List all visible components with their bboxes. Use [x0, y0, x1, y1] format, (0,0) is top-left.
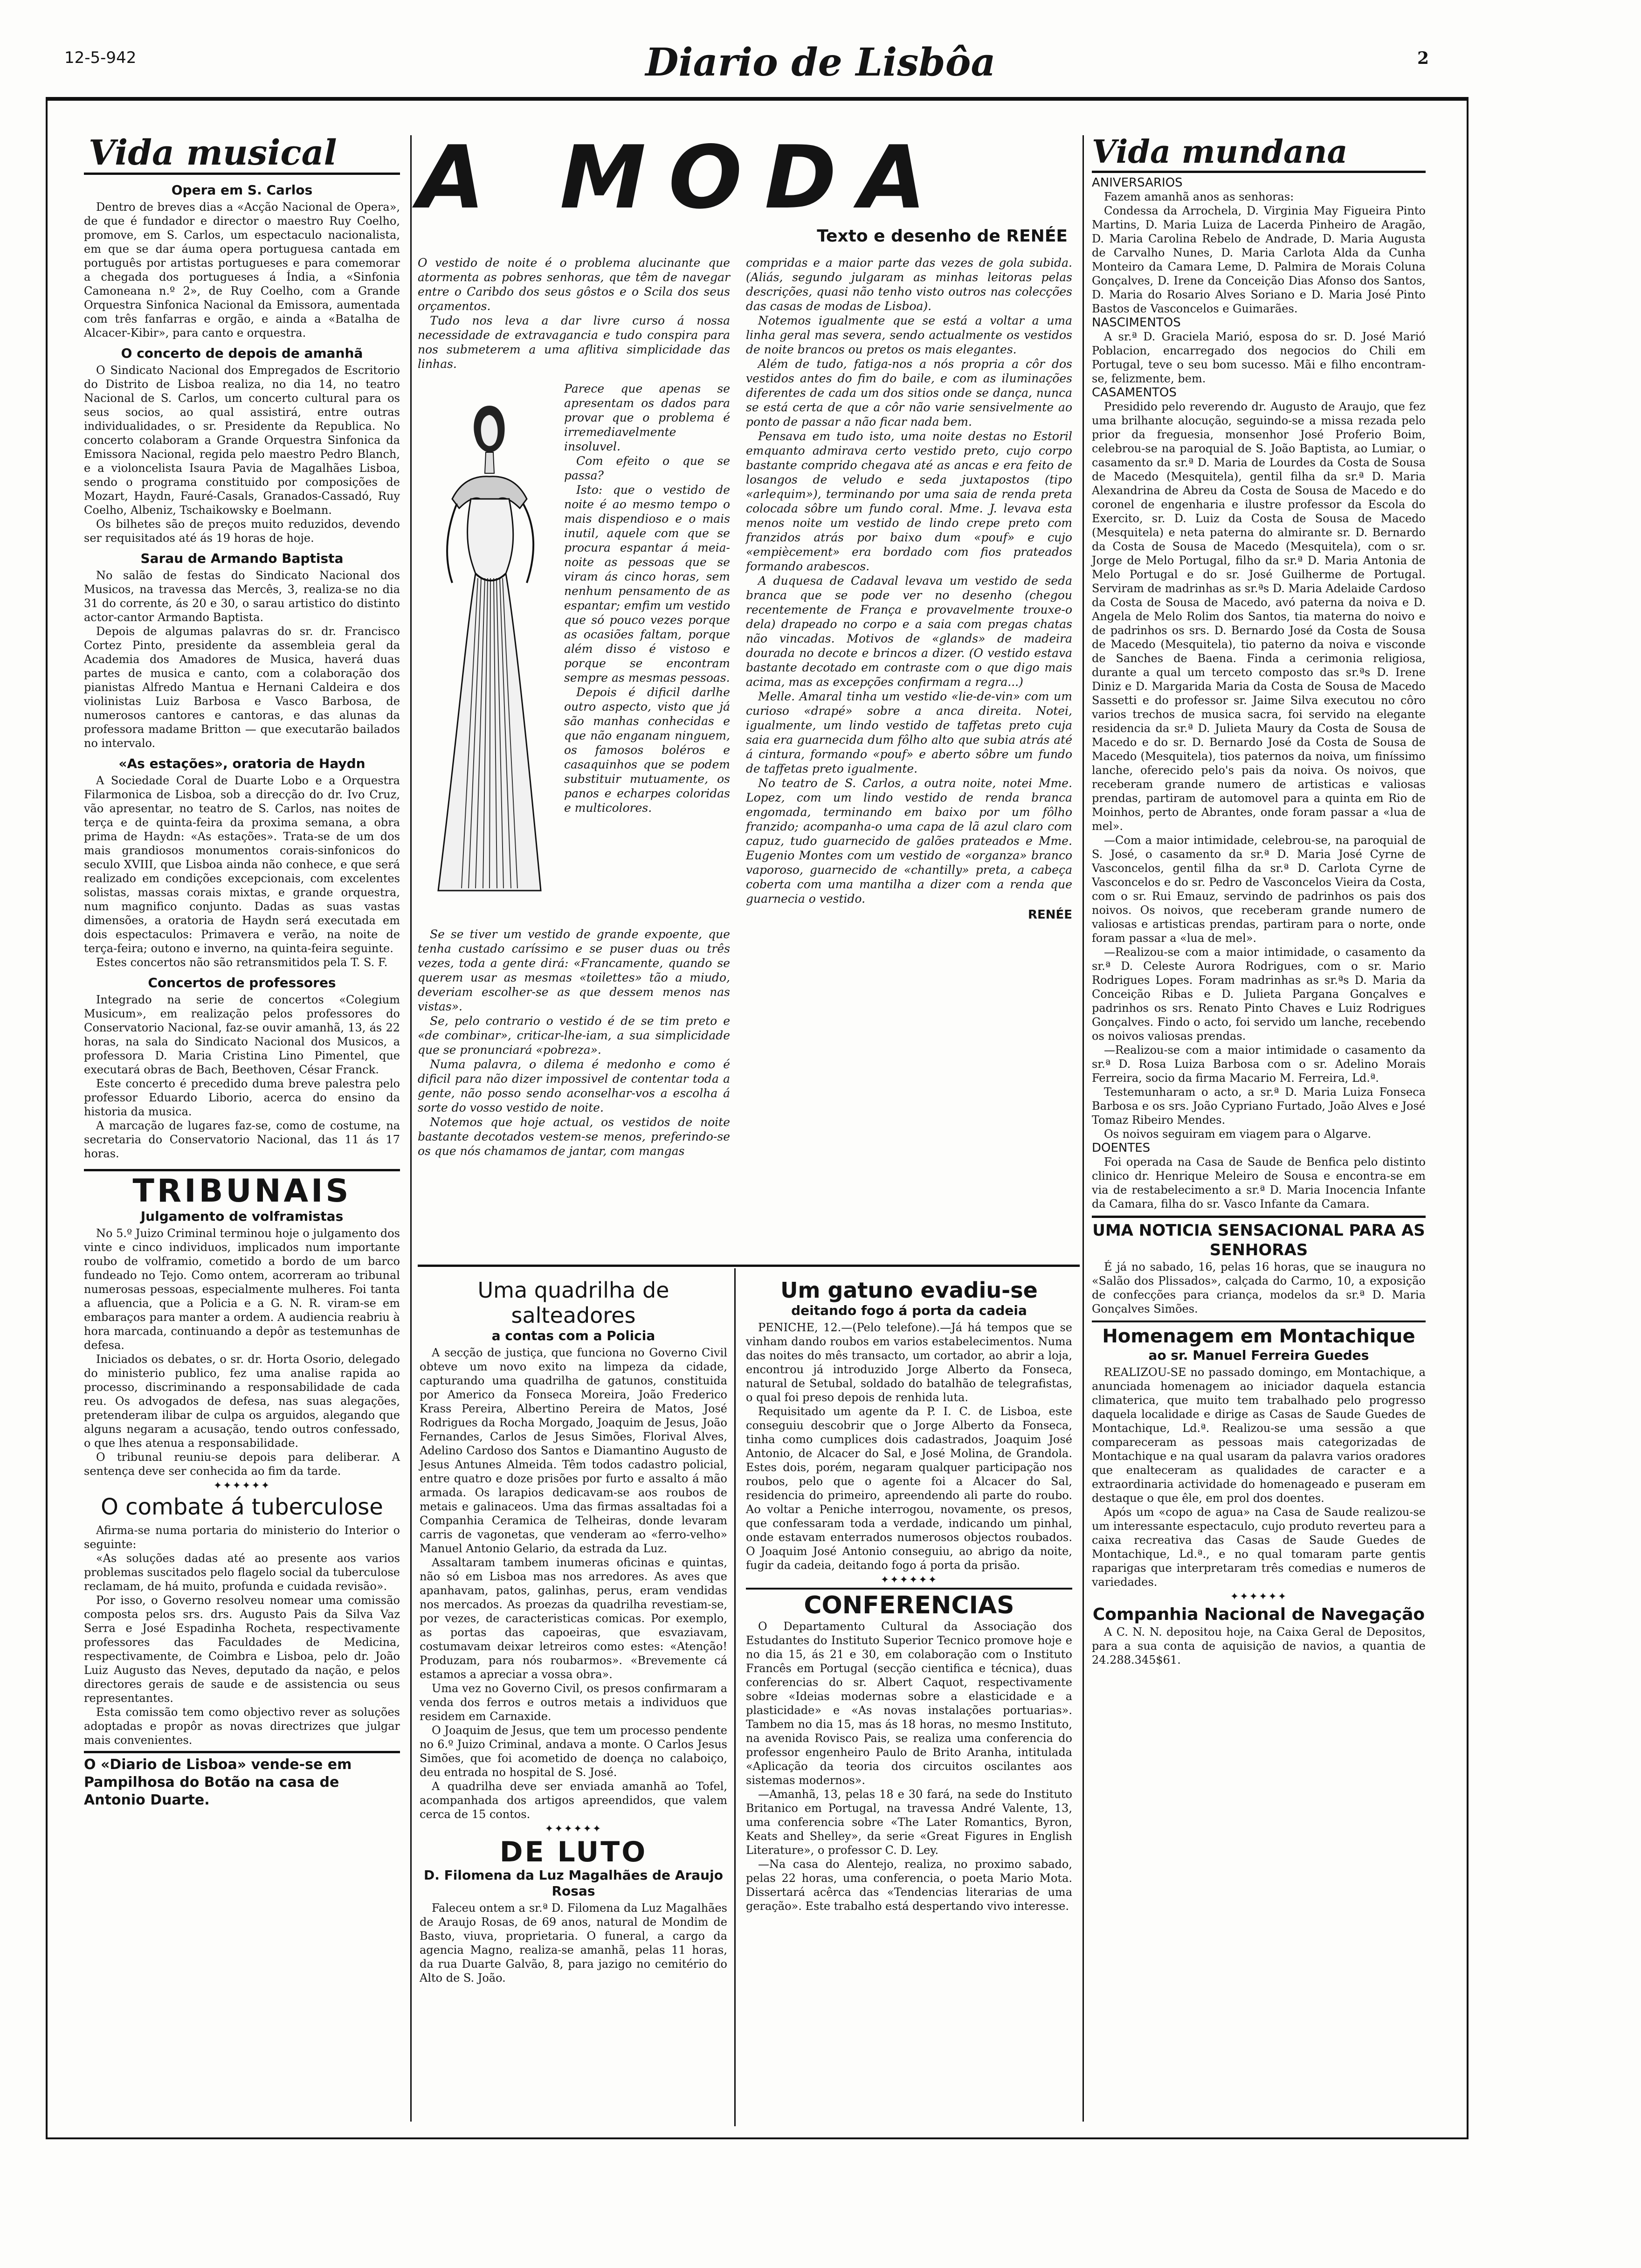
section-label: ANIVERSARIOS	[1092, 176, 1183, 190]
article-paragraph: Dentro de breves dias a «Acção Nacional de Opera», de que é fundador e director o maestro Ruy Coelho, promove, em S. Carlos, um espectaculo nacionalista, em que se dar áuma opera portuguesa cantada em português por artistas portugueses e para comemorar a chegada dos portugueses á Índia, a «Sinfonia Camoneana n.º 2», de Ruy Coelho, com a Grande Orquestra Sinfonica Nacional da Emissora, aumentada com três fanfarras e orgão, e ainda a «Batalha de Alcacer-Kibir», para canto e orquestra.	[84, 201, 400, 339]
moda-paragraph: Se, pelo contrario o vestido é de se tim preto e «de combinar», criticar-lhe-iam, a sua simplicidade que se pronunciará «pobreza».	[418, 1014, 730, 1057]
frame-bottom-rule	[46, 2137, 1469, 2139]
article-paragraph: Depois de algumas palavras do sr. dr. Francisco Cortez Pinto, presidente da assembleia geral da Academia dos Amadores de Musica, haverá duas partes de musica e canto, com a colaboração dos pianistas Alfredo Mantua e Hernani Caldeira e dos violinistas Luiz Barbosa e Vasco Barbosa, de numerosos cantores e cantoras, e das alunas da professora madame Britton — que executarão bailados no intervalo.	[84, 625, 400, 750]
companhia-title: Companhia Nacional de Navegação	[1092, 1605, 1425, 1624]
article-paragraph: O Joaquim de Jesus, que tem um processo pendente no 6.º Juizo Criminal, andava a monte. O Carlos Jesus Simões, que foi acometido de doença no calaboiço, deu entrada no hospital de S. José.	[420, 1724, 727, 1779]
article-paragraph: Fazem amanhã anos as senhoras:	[1104, 190, 1294, 203]
column-rule-3	[1083, 135, 1084, 2122]
moda-paragraph: Além de tudo, fatiga-nos a nós propria a côr dos vestidos antes do fim do baile, e com as iluminações diferentes de cada um dos sitios onde se dança, nunca se está certa de que a côr não varie sensivelmente ao ponto de passar a não ficar nada bem.	[746, 357, 1072, 429]
moda-title: A MODA	[418, 127, 949, 228]
moda-paragraph: No teatro de S. Carlos, a outra noite, notei Mme. Lopez, com um lindo vestido de renda branca engomada, terminando em baixo por um fôlho franzido; acompanha-o uma capa de lã azul claro com capuz, tudo guarnecido de galões prateados e Mme. Eugenio Montes com um vestido de «organza» branco vaporoso, guarnecido de «chantilly» preta, a cabeça coberta com uma mantilha a dizer com a renda que guarnecia o vestido.	[746, 776, 1072, 906]
diario-notice: O «Diario de Lisboa» vende-se em Pampilhosa do Botão na casa de Antonio Duarte.	[84, 1751, 400, 1809]
article-paragraph: Requisitado um agente da P. I. C. de Lisboa, este conseguiu descobrir que o Jorge Alberto da Fonseca, tinha como cumplices dois cadastrados, Joaquim José Antonio, de Alcacer do Sal, e José Molina, de Grandola. Estes dois, porém, negaram qualquer participação nos roubos, pelo que o agente foi a Alcacer do Sal, residencia do primeiro, apreendendo ali parte do roubo. Ao voltar a Peniche interrogou, novamente, os presos, que confessaram toda a verdade, indicando um pinhal, onde estavam enterrados numerosos objectos roubados. O Joaquim José Antonio conseguiu, ao abrigo da noite, fugir da cadeia, deitando fogo á porta da prisão.	[746, 1405, 1072, 1572]
article-paragraph: O Sindicato Nacional dos Empregados de Escritorio do Distrito de Lisboa realiza, no dia 14, no teatro Nacional de S. Carlos, um concerto cultural para os seus socios, ao qual assistirá, entre outras individualidades, o sr. Presidente da Republica. No concerto colaboram a Grande Orquestra Sinfonica da Emissora Nacional, regida pelo maestro Pedro Blanch, e a violoncelista Isaura Pavia de Magalhães Lisboa, sendo o programa constituido por composições de Mozart, Haydn, Fauré-Casals, Granados-Cassadó, Ruy Coelho, Albeniz, Tschaikowsky e Boelmann.	[84, 364, 400, 517]
moda-paragraph: Parece que apenas se apresentam os dados para provar que o problema é irremediavelmente insoluvel.	[564, 382, 730, 453]
moda-right-column	[746, 256, 1072, 922]
article-paragraph: PENICHE, 12.—(Pelo telefone).—Já há tempos que se vinham dando roubos em varios estabelecimentos. Numa das noites do mês transacto, um cortador, ao abrir a loja, encontrou já introduzido Jorge Alberto da Fonseca, natural de Setubal, soldado do batalhão de telegrafistas, o qual foi preso depois de renhida luta.	[746, 1321, 1072, 1404]
luto-title: DE LUTO	[499, 1836, 648, 1868]
vida-musical-title: Vida musical	[84, 133, 400, 175]
masthead-date: 12-5-942	[64, 48, 137, 67]
noticia-title: UMA NOTICIA SENSACIONAL PARA AS SENHORAS	[1092, 1216, 1426, 1260]
moda-paragraph: Com efeito o que se passa?	[564, 454, 730, 482]
article-paragraph: Integrado na serie de concertos «Colegium Musicum», em realização pelos professores do Conservatorio Nacional, faz-se ouvir amanhã, 13, ás 22 horas, na sala do Sindicato Nacional dos Musicos, a professora D. Maria Cristina Lino Pimentel, que executará obras de Bach, Beethoven, César Franck.	[84, 993, 400, 1076]
masthead-title: Diario de Lisbôa	[645, 40, 996, 85]
article-paragraph: A C. N. N. depositou hoje, na Caixa Geral de Depositos, para a sua conta de aquisição de navios, a quantia de 24.288.345$61.	[1092, 1625, 1426, 1666]
divider-ornament: ✦✦✦✦✦✦	[545, 1823, 602, 1835]
moda-paragraph: Melle. Amaral tinha um vestido «lie-de-vin» com um curioso «drapé» sobre a anca direita. Notei, igualmente, um lindo vestido de taffetas preto cuja saia era guarnecida dum fôlho alto que subia atrás até á cintura, formando «pouf» e aberto sôbre um fundo de taffetas preto igualmente.	[746, 690, 1072, 775]
article-paragraph: No salão de festas do Sindicato Nacional dos Musicos, na travessa das Mercês, 3, realiza-se no dia 31 do corrente, ás 20 e 30, o sarau artistico do distinto actor-cantor Armando Baptista.	[84, 569, 400, 624]
column-salteadores	[420, 1278, 727, 1985]
article-paragraph: A quadrilha deve ser enviada amanhã ao Tofel, acompanhada dos artigos apreendidos, que valem cerca de 15 contos.	[420, 1780, 727, 1821]
article-paragraph: —Na casa do Alentejo, realiza, no proximo sabado, pelas 22 horas, uma conferencia, o poeta Mario Mota. Dissertará acêrca das «Tendencias literarias de uma geração». Este trabalho está despertando vivo interesse.	[746, 1858, 1072, 1913]
moda-paragraph: Depois é dificil darlhe outro aspecto, visto que já são manhas conhecidas e que não enganam ninguem, os famosos boléros e casaquinhos que se podem substituir mutuamente, os panos e echarpes coloridas e multicolores.	[564, 685, 730, 815]
moda-paragraph: Notemos que hoje actual, os vestidos de noite bastante decotados vestem-se menos, preferindo-se os que nós chamamos de jantar, com mangas	[418, 1115, 730, 1158]
article-paragraph: A secção de justiça, que funciona no Governo Civil obteve um novo exito na limpeza da cidade, capturando uma quadrilha de gatunos, constituida por Americo da Fonseca Moreira, João Frederico Krass Pereira, Albertino Pereira de Matos, José Rodrigues da Rocha Morgado, Joaquim de Jesus, João Fernandes, Carlos de Jesus Simões, Florival Alves, Adelino Cardoso dos Santos e Diamantino Augusto de Jesus Antunes Almeida. Têm todos cadastro policial, entre quatro e doze prisões por furto e assalto á mão armada. Os larapios dedicavam-se aos roubos de metais e galinaceos. Uma das firmas assaltadas foi a Companhia Ceramica de Telheiras, donde levaram carris de vagonetas, que venderam ao «ferro-velho» Manuel Antonio Gelario, da estrada da Luz.	[420, 1346, 727, 1555]
article-paragraph: Faleceu ontem a sr.ª D. Filomena da Luz Magalhães de Araujo Rosas, de 69 anos, natural de Mondim de Basto, viuva, proprietaria. O funeral, a cargo da agencia Magno, realiza-se amanhã, pelas 11 horas, da rua Duarte Galvão, 8, para jazigo no cemitério do Alto de S. João.	[420, 1902, 727, 1984]
article-paragraph: No 5.º Juizo Criminal terminou hoje o julgamento dos vinte e cinco individuos, implicados num importante roubo de volframio, cometido a bordo de um barco fundeado no Tejo. Como ontem, acorreram ao tribunal numerosas pessoas, especialmente mulheres. Foi tanta a afluencia, que a Policia e a G. N. R. viram-se em embaraços para manter a ordem. A audiencia reabriu à hora marcada, continuando a depôr as testemunhas de defesa.	[84, 1227, 400, 1352]
moda-byline: Texto e desenho de RENÉE	[817, 227, 1068, 246]
section-label: NASCIMENTOS	[1092, 316, 1181, 330]
moda-left-lower	[418, 927, 730, 1158]
section-label: DOENTES	[1092, 1141, 1151, 1155]
article-paragraph: Iniciados os debates, o sr. dr. Horta Osorio, delegado do ministerio publico, fez uma analise rapida ao processo, discriminando a responsabilidade de cada reu. Os advogados de defesa, nas suas alegações, pretenderam ilibar de culpa os arguidos, alegando que alguns negaram a acusação, tendo outros confessado, o que lhes atenua a responsabilidade.	[84, 1353, 400, 1450]
article-paragraph: Testemunharam o acto, a sr.ª D. Maria Luiza Fonseca Barbosa e os srs. João Cypriano Furtado, João Alves e José Tomaz Ribeiro Mendes.	[1092, 1086, 1426, 1127]
column-vida-mundana	[1092, 133, 1426, 1667]
moda-left-narrow	[564, 381, 730, 815]
article-paragraph: «As soluções dadas até ao presente aos varios problemas suscitados pelo flagelo social da tuberculose reclamam, de há muito, profunda e cuidada revisão».	[84, 1552, 400, 1593]
moda-bottom-rule	[418, 1265, 1080, 1267]
section-heading: Julgamento de volframistas	[140, 1209, 344, 1224]
article-paragraph: A marcação de lugares faz-se, como de costume, na secretaria do Conservatorio Nacional, das 11 ás 17 horas.	[84, 1119, 400, 1160]
article-paragraph: É já no sabado, 16, pelas 16 horas, que se inaugura no «Salão dos Plissados», calçada do Carmo, 10, a exposição de confecções para criança, modelos da sr.ª D. Maria Gonçalves Simões.	[1092, 1260, 1426, 1315]
luto-subtitle: D. Filomena da Luz Magalhães de Araujo Rosas	[424, 1867, 723, 1899]
moda-signature: RENÉE	[1027, 908, 1072, 922]
moda-paragraph: A duquesa de Cadaval levava um vestido de seda branca que se pode ver no desenho (chegou recentemente de França e provavelmente trouxe-o dela) drapeado no corpo e a saia com pregas chatas não vincadas. Motivos de «glands» de madeira dourada no decote e brincos a dizer. (O vestido estava bastante decotado em contraste com o que digo mais acima, mas as excepções confirmam a regra...)	[746, 574, 1072, 689]
article-paragraph: A sr.ª D. Graciela Marió, esposa do sr. D. José Marió Poblacion, encarregado dos negocios do Chili em Portugal, teve o seu bom sucesso. Mãi e filho encontram-se, felizmente, bem.	[1092, 330, 1426, 385]
article-paragraph: A Sociedade Coral de Duarte Lobo e a Orquestra Filarmonica de Lisboa, sob a direcção do dr. Ivo Cruz, vão apresentar, no teatro de S. Carlos, nas noites de terça e de quinta-feira da proxima semana, a obra prima de Haydn: «As estações». Trata-se de um dos mais grandiosos monumentos corais-sinfonicos do seculo XVIII, que Lisboa ainda não conhece, e que será realizado em condições excepcionais, com excelentes solistas, massas corais mixtas, e grande orquestra, num magnifico conjunto. Dadas as suas vastas dimensões, a oratoria de Haydn será executada em dois espectaculos: Primavera e verão, na noite de terça-feira; outono e inverno, na quinta-feira seguinte.	[84, 774, 400, 955]
moda-paragraph: O vestido de noite é o problema alucinante que atormenta as pobres senhoras, que têm de navegar entre o Caribdo dos seus gôstos e o Scila dos seus orçamentos.	[418, 256, 730, 313]
article-paragraph: —Realizou-se com a maior intimidade o casamento da sr.ª D. Rosa Luiza Barbosa com o sr. Adelino Morais Ferreira, socio da firma Macario M. Ferreira, Ld.ª.	[1092, 1044, 1426, 1085]
article-paragraph: Os noivos seguiram em viagem para o Algarve.	[1104, 1127, 1372, 1141]
section-label: CASAMENTOS	[1092, 386, 1177, 400]
tribunais-title: TRIBUNAIS	[84, 1169, 400, 1209]
article-paragraph: O tribunal reuniu-se depois para deliberar. A sentença deve ser conhecida ao fim da tarde.	[84, 1451, 400, 1478]
fashion-illustration	[420, 387, 559, 909]
section-heading: Opera em S. Carlos	[171, 182, 313, 198]
article-paragraph: Esta comissão tem como objectivo rever as soluções adoptadas e propôr as novas directrizes que julgar mais convenientes.	[84, 1706, 400, 1747]
column-rule-1	[410, 135, 412, 2122]
article-paragraph: Presidido pelo reverendo dr. Augusto de Araujo, que fez uma brilhante alocução, seguindo-se a missa rezada pelo prior da freguesia, monsenhor José Proferio Boim, celebrou-se na paroquial de S. João Baptista, ao Lumiar, o casamento da sr.ª D. Maria de Lourdes da Costa de Sousa de Macedo (Mesquitela), gentil filha da sr.ª D. Maria Alexandrina de Abreu da Costa de Sousa de Macedo e do coronel de engenharia e ilustre professor da Escola do Exercito, sr. D. Luiz da Costa de Sousa de Macedo (Mesquitela) e neta paterna do almirante sr. D. Bernardo da Costa de Sousa de Macedo (Mesquitela), com o sr. Jorge de Melo Portugal, filho da sr.ª D. Maria Antonia de Melo Portugal e do sr. José Guilherme de Portugal. Serviram de madrinhas as sr.ªs D. Maria Adelaide Cardoso da Costa de Sousa de Macedo, avó paterna da noiva e D. Angela de Melo Rolim dos Santos, tia materna do noivo e de padrinhos os srs. D. Bernardo José da Costa de Sousa de Macedo (Mesquitela), tio paterno da noiva e visconde de Sanches de Baena. Finda a cerimonia religiosa, durante a qual um terceto composto das sr.ªs D. Irene Diniz e D. Margarida Maria da Costa de Sousa de Macedo Sassetti e do professor sr. Jaime Silva executou no côro varios trechos de musica sacra, foi servido na elegante residencia da sr.ª D. Julieta Maury da Costa de Sousa de Macedo e do sr. D. Bernardo José da Costa de Sousa de Macedo (Mesquitela), tios paternos da noiva, um finíssimo lanche, oferecido pelo's pais da noiva. Os noivos, que receberam grande numero de artisticas e valiosas prendas, partiram de automovel para a quinta em Rio de Moinhos, perto de Abrantes, onde foram passar a «lua de mel».	[1092, 400, 1426, 833]
conferencias-title: CONFERENCIAS	[746, 1588, 1072, 1619]
combate-title: O combate á tuberculose	[101, 1494, 383, 1520]
moda-paragraph: Tudo nos leva a dar livre curso á nossa necessidade de extravagancia e tudo conspira para nos submeterem a uma aflitiva simplicidade das linhas.	[418, 314, 730, 371]
article-paragraph: O Departamento Cultural da Associação dos Estudantes do Instituto Superior Tecnico promove hoje e no dia 15, ás 21 e 30, em colaboração com o Instituto Francês em Portugal (secção cientifica e técnica), duas conferencias do sr. Albert Caquot, respectivamente sobre «Ideias modernas sobre a elasticidade e a plasticidade» e «As novas instalações portuarias». Tambem no dia 15, mas ás 18 horas, no mesmo Instituto, na avenida Rovisco Pais, se realiza uma conferencia do professor engenheiro Paulo de Brito Aranha, intitulada «Aplicação da teoria dos circuitos oscilantes aos sistemas modernos».	[746, 1620, 1072, 1787]
article-paragraph: Estes concertos não são retransmitidos pela T. S. F.	[96, 956, 388, 969]
divider-ornament: ✦✦✦✦✦✦	[880, 1574, 938, 1586]
homenagem-subtitle: ao sr. Manuel Ferreira Guedes	[1148, 1348, 1369, 1363]
page-number: 2	[1417, 48, 1429, 68]
article-paragraph: Assaltaram tambem inumeras oficinas e quintas, não só em Lisboa mas nos arredores. As aves que apanhavam, patos, galinhas, perus, eram vendidas nos mercados. As proezas da quadrilha revestiam-se, por vezes, de caracteristicas comicas. Por exemplo, as portas das capoeiras, que esvaziavam, costumavam deixar letreiros como estes: «Atenção! Produzam, para nós roubarmos». «Brevemente cá estamos a apreciar a vossa obra».	[420, 1556, 727, 1681]
article-paragraph: —Amanhã, 13, pelas 18 e 30 fará, na sede do Instituto Britanico em Portugal, na travessa André Valente, 13, uma conferencia sobre «The Later Romantics, Byron, Keats and Shelley», da serie «Great Figures in English Literature», o professor C. D. Ley.	[746, 1788, 1072, 1857]
moda-paragraph: Se se tiver um vestido de grande expoente, que tenha custado caríssimo e se puser duas ou três vezes, toda a gente dirá: «Francamente, quando se querem usar as mesmas «toilettes» tão a miudo, deveriam escolher-se as que dessem menos nas vistas».	[418, 927, 730, 1013]
moda-paragraph: compridas e a maior parte das vezes de gola subida. (Aliás, segundo julgaram as minhas leitoras pelas descrições, quasi não tenho visto outros nas colecções das casas de modas de Lisboa).	[746, 256, 1072, 313]
section-heading: «As estações», oratoria de Haydn	[118, 756, 365, 771]
moda-paragraph: Numa palavra, o dilema é medonho e como é dificil para não dizer impossivel de contentar toda a gente, não posso sendo aconselhar-vos a escolha á sorte do vosso vestido de noite.	[418, 1058, 730, 1114]
salteadores-title: Uma quadrilha de salteadores	[477, 1278, 669, 1328]
column-vida-musical	[84, 133, 400, 1809]
article-paragraph: Uma vez no Governo Civil, os presos confirmaram a venda dos ferros e outros metais a individuos que residem em Carnaxide.	[420, 1682, 727, 1723]
moda-left-column	[418, 256, 730, 371]
moda-paragraph: Notemos igualmente que se está a voltar a uma linha geral mas severa, sendo actualmente os vestidos de noite brancos ou pretos os mais elegantes.	[746, 314, 1072, 356]
frame-left-rule	[46, 97, 48, 2139]
moda-paragraph: Pensava em tudo isto, uma noite destas no Estoril emquanto admirava certo vestido preto, cujo corpo bastante comprido chegava até as ancas e era feito de losangos de veludo e seda juxtapostos (tipo «arlequim»), terminando por uma saia de renda preta colocada sôbre um fundo coral. Mme. J. levava esta menos noite um vestido de lindo crepe preto com franzidos atrás por baixo dum «pouf» e cujo «empiècement» era bordado com fios prateados formando arabescos.	[746, 429, 1072, 573]
frame-right-rule	[1467, 97, 1469, 2139]
moda-paragraph: Isto: que o vestido de noite é ao mesmo tempo o mais dispendioso e o mais inutil, aquele com que se procura espantar á meia-noite as pessoas que se viram ás cinco horas, sem nenhum pensamento de as espantar; emfim um vestido que só pouco vezes porque as ocasiões faltam, porque além disso é vistoso e porque se encontram sempre as mesmas pessoas.	[564, 483, 730, 685]
section-heading: Concertos de professores	[148, 975, 336, 990]
article-paragraph: Afirma-se numa portaria do ministerio do Interior o seguinte:	[84, 1524, 400, 1551]
divider-ornament: ✦✦✦✦✦✦	[1230, 1591, 1288, 1603]
article-paragraph: —Realizou-se com a maior intimidade, o casamento da sr.ª D. Celeste Aurora Rodrigues, com o sr. Mario Rodrigues Lopes. Foram madrinhas as sr.ªs D. Maria da Conceição Ribas e D. Julieta Pargana Gonçalves e padrinhos os srs. Renato Pinto Chaves e Luiz Rodrigues Gonçalves. Findo o acto, foi servido um lanche, recebendo os noivos valiosas prendas.	[1092, 946, 1426, 1043]
salteadores-subtitle: a contas com a Policia	[491, 1328, 655, 1343]
article-paragraph: Por isso, o Governo resolveu nomear uma comissão composta pelos srs. drs. Augusto Pais da Silva Vaz Serra e José Espadinha Rocheta, respectivamente professores das Faculdades de Medicina, respectivamente, de Coimbra e Lisboa, pelo dr. João Luiz Augusto das Neves, deputado da nação, e pelos directores gerais de saude e de assistencia ou seus representantes.	[84, 1594, 400, 1705]
column-rule-2	[734, 1268, 736, 2126]
homenagem-title: Homenagem em Montachique	[1092, 1321, 1426, 1348]
article-paragraph: Este concerto é precedido duma breve palestra pelo professor Eduardo Liborio, acerca do ensino da historia da musica.	[84, 1077, 400, 1118]
frame-top-rule	[46, 97, 1469, 101]
vida-mundana-title: Vida mundana	[1092, 133, 1426, 173]
gatuno-title: Um gatuno evadiu-se	[780, 1278, 1038, 1303]
section-heading: O concerto de depois de amanhã	[121, 346, 363, 361]
evening-dress-drawing	[420, 387, 559, 909]
article-paragraph: Condessa da Arrochela, D. Virginia May Figueira Pinto Martins, D. Maria Luiza de Lacerda Pinheiro de Aragão, D. Maria Carolina Rebelo de Andrade, D. Maria Augusta de Carvalho Nunes, D. Maria Carlota Alda da Cunha Monteiro da Camara Leme, D. Palmira de Morais Coluna Gonçalves, D. Irene da Conceição Dias Afonso dos Santos, D. Maria do Rosario Alves Soriano e D. Maria José Pinto Bastos de Vasconcelos e Guimarães.	[1092, 204, 1426, 315]
article-paragraph: Foi operada na Casa de Saude de Benfica pelo distinto clinico dr. Henrique Meleiro de Sousa e encontra-se em via de restabelecimento a sr.ª D. Maria Inocencia Infante da Camara, filha do sr. Vasco Infante da Camara.	[1092, 1155, 1426, 1210]
divider-ornament: ✦✦✦✦✦✦	[213, 1480, 271, 1492]
gatuno-subtitle: deitando fogo á porta da cadeia	[791, 1303, 1027, 1318]
article-paragraph: REALIZOU-SE no passado domingo, em Montachique, a anunciada homenagem ao iniciador daquela estancia climaterica, que muito tem trabalhado pelo progresso daquela localidade e dirige as Casas de Saude Guedes de Montachique, Ld.ª. Realizou-se uma sessão a que compareceram as pessoas mais categorizadas de Montachique e na qual usaram da palavra varios oradores que enalteceram as qualidades de caracter e a extraordinaria actividade do homenageado e puseram em destaque o que êle, em prol dos doentes.	[1092, 1366, 1426, 1505]
section-heading: Sarau de Armando Baptista	[140, 551, 344, 566]
article-paragraph: Os bilhetes são de preços muito reduzidos, devendo ser requisitados até ás 19 horas de hoje.	[84, 518, 400, 545]
column-gatuno	[746, 1278, 1072, 1913]
article-paragraph: —Com a maior intimidade, celebrou-se, na paroquial de S. José, o casamento da sr.ª D. Maria José Cyrne de Vasconcelos, gentil filha da sr.ª D. Carlota Cyrne de Vasconcelos e do sr. Pedro de Vasconcelos Vieira da Costa, com o sr. Rui Emauz, servindo de padrinhos os pais dos noivos. Os noivos, que receberam grande numero de valiosas e artisticas prendas, partiram para o norte, onde foram passar a «lua de mel».	[1092, 834, 1426, 945]
article-paragraph: Após um «copo de agua» na Casa de Saude realizou-se um interessante espectaculo, cujo produto reverteu para a caixa recreativa das Casas de Saude Guedes de Montachique, Ld.ª., e no qual tomaram parte gentis raparigas que interpretaram três comedias e numeros de variedades.	[1092, 1506, 1426, 1589]
